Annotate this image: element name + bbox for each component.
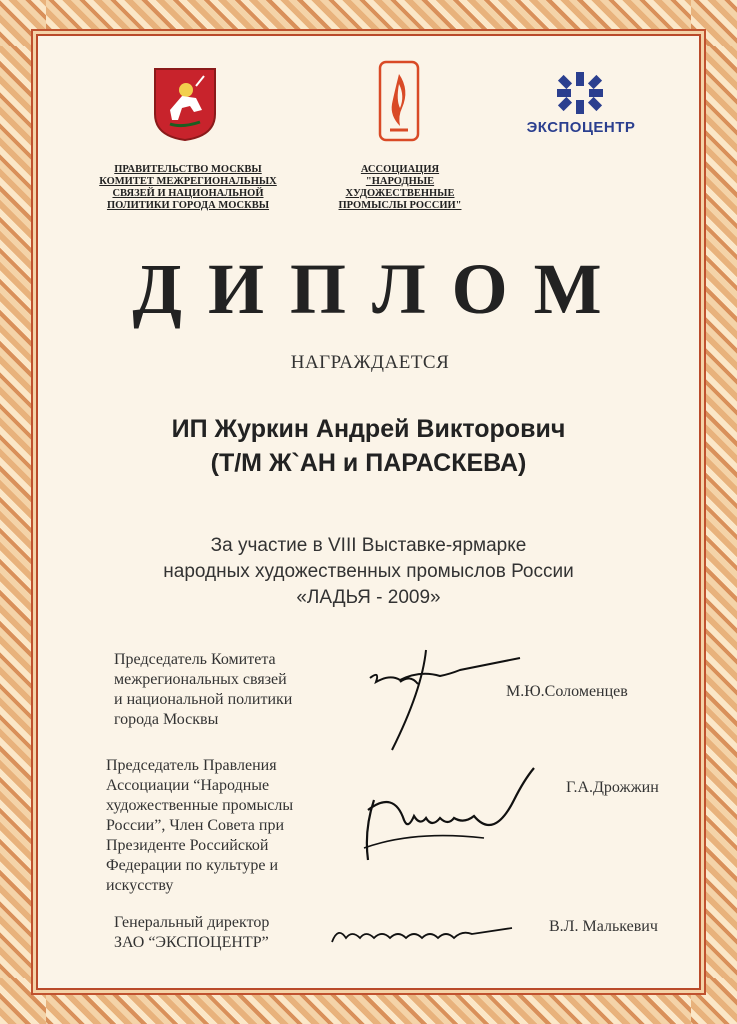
signature-2 [334,760,554,870]
role-line: искусству [106,877,174,894]
expocentre-label: ЭКСПОЦЕНТР [526,119,636,136]
flame-emblem-icon [378,60,420,142]
role-line: Президенте Российской [106,837,269,854]
moscow-coat-of-arms-icon [152,66,218,142]
role-line: Председатель Правления [106,757,277,774]
recipient-name: ИП Журкин Андрей Викторович [171,415,566,443]
recipient-trademark: (Т/М Ж`АН и ПАРАСКЕВА) [210,449,527,477]
role-line: ЗАО “ЭКСПОЦЕНТР” [114,934,269,951]
signature-1 [330,630,530,760]
awarded-label: НАГРАЖДАЕТСЯ [290,352,450,373]
award-reason [80,533,657,611]
signature-3 [322,912,522,952]
org-left-line: КОМИТЕТ МЕЖРЕГИОНАЛЬНЫХ [99,176,277,187]
org-left [86,164,290,212]
signature-role-1 [114,650,334,730]
org-middle-line: "НАРОДНЫЕ [365,176,435,187]
org-middle-line: ХУДОЖЕСТВЕННЫЕ [345,188,455,199]
reason-line: За участие в VIII Выставке-ярмарке [210,535,527,556]
org-middle-line: ПРОМЫСЛЫ РОССИИ" [338,200,462,211]
signer-name-2: Г.А.Дрожжин [566,779,659,796]
role-line: художественные промыслы [106,797,294,814]
role-line: Ассоциации “Народные [106,777,270,794]
org-middle-line: АССОЦИАЦИЯ [360,164,440,175]
role-line: Генеральный директор [114,914,270,931]
role-line: и национальной политики [114,691,293,708]
recipient [80,412,657,480]
signer-name-1: М.Ю.Соломенцев [506,683,628,700]
reason-line: «ЛАДЬЯ - 2009» [296,587,441,608]
org-middle [320,164,480,212]
role-line: Председатель Комитета [114,651,276,668]
org-left-line: СВЯЗЕЙ И НАЦИОНАЛЬНОЙ [112,188,264,199]
signature-role-2 [106,756,330,896]
signer-name-3: В.Л. Малькевич [549,918,658,935]
role-line: Федерации по культуре и [106,857,279,874]
expocentre-star-icon [555,70,605,116]
signature-role-3 [114,913,334,953]
role-line: межрегиональных связей [114,671,287,688]
diploma-title: ДИПЛОМ [132,249,628,329]
role-line: России”, Член Совета при [106,817,285,834]
reason-line: народных художественных промыслов России [163,561,574,582]
org-left-line: ПОЛИТИКИ ГОРОДА МОСКВЫ [106,200,270,211]
org-left-line: ПРАВИТЕЛЬСТВО МОСКВЫ [114,164,262,175]
role-line: города Москвы [114,711,219,728]
